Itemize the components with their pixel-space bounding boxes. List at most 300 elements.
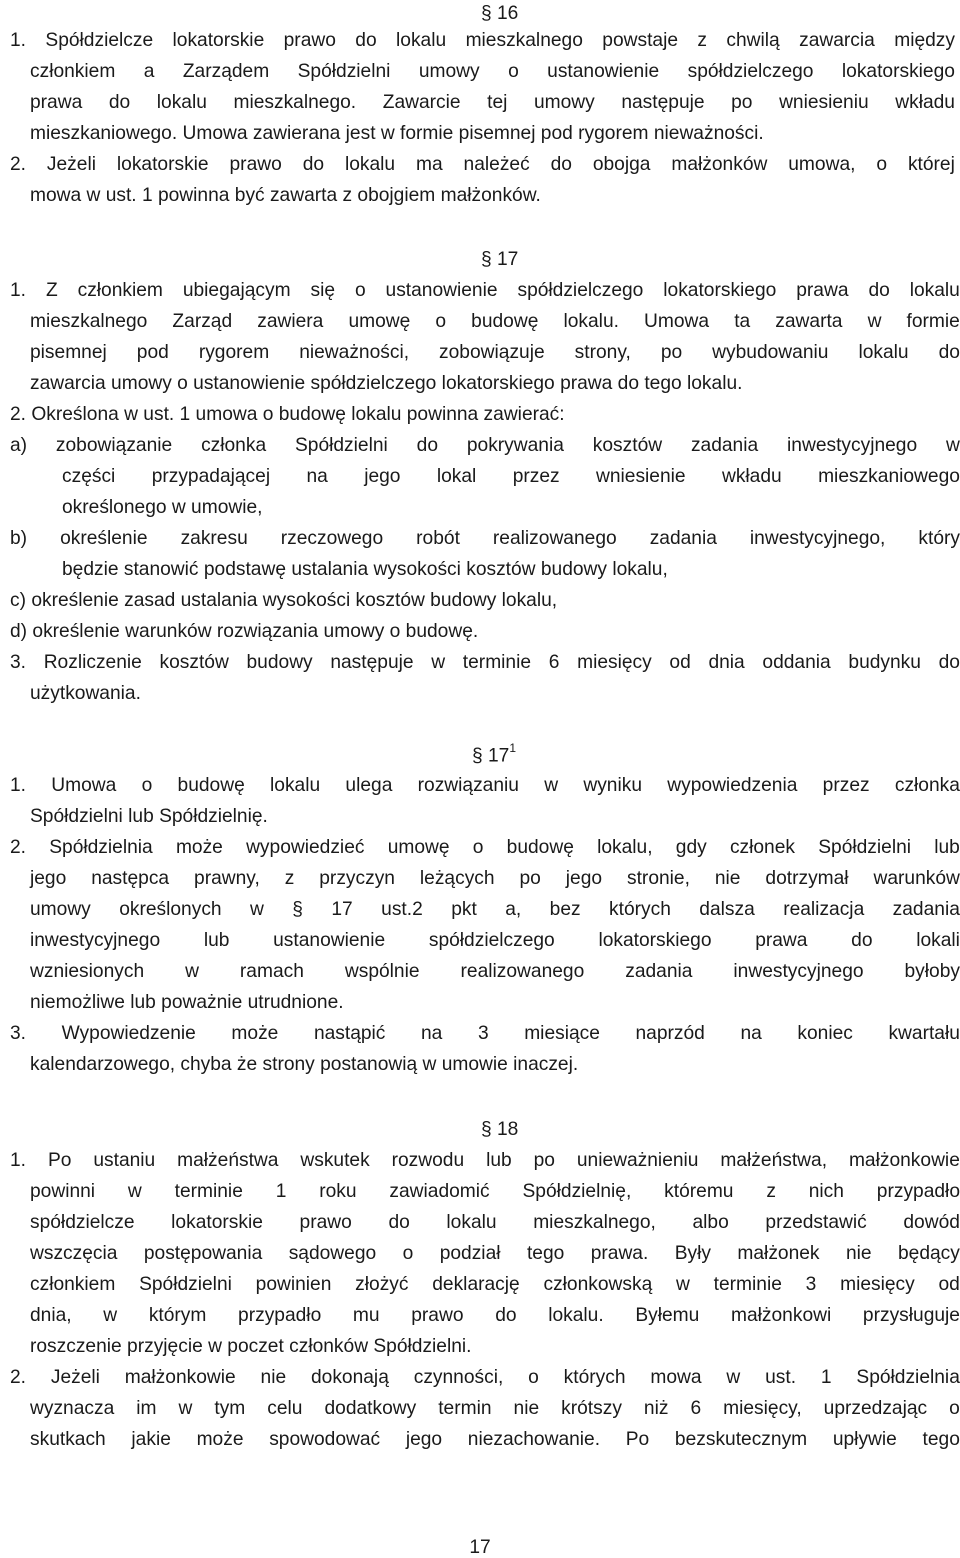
word: miesięcy — [577, 652, 652, 673]
paragraph-line: użytkowania. — [30, 683, 141, 704]
word: bezskutecznym — [674, 1429, 808, 1450]
word: 1. — [10, 280, 27, 301]
word: może — [231, 1023, 279, 1044]
word: budynku — [848, 652, 921, 673]
word: członkiem — [30, 61, 116, 82]
word: określonych — [119, 899, 222, 920]
word: małżonkowi — [731, 1305, 832, 1326]
word: przez — [512, 466, 560, 487]
word: kwartału — [888, 1023, 960, 1044]
word: gdy — [675, 837, 707, 858]
word: b) — [10, 528, 28, 549]
word: nie — [260, 1367, 287, 1388]
word: członkiem — [77, 280, 163, 301]
word: mowa — [650, 1367, 702, 1388]
word: ma — [415, 154, 443, 175]
word: wkładu — [721, 466, 782, 487]
word: spółdzielcze — [30, 1212, 135, 1233]
word: prawa. — [590, 1243, 649, 1264]
word: lokalu — [156, 92, 207, 113]
word: 1. — [10, 775, 27, 796]
word: od — [669, 652, 691, 673]
word: o — [402, 1243, 414, 1264]
word: podział — [439, 1243, 501, 1264]
word: 17 — [331, 899, 353, 920]
word: lokalu. — [563, 311, 619, 332]
word: § — [292, 899, 303, 920]
section-heading: § $17^1$ — [472, 741, 517, 767]
word: o — [141, 775, 153, 796]
word: do — [495, 1305, 517, 1326]
word: ulega — [345, 775, 393, 796]
word: zobowiązanie — [55, 435, 173, 456]
word: przypadającej — [151, 466, 271, 487]
word: mieszkalnego. — [233, 92, 357, 113]
word: robót — [416, 528, 460, 549]
word: zakresu — [180, 528, 248, 549]
word: celu — [267, 1398, 303, 1419]
word: kosztów — [592, 435, 663, 456]
word: budowę — [177, 775, 245, 796]
paragraph-line — [30, 931, 960, 950]
word: który — [918, 528, 960, 549]
paragraph-line — [30, 962, 960, 981]
paragraph-line — [30, 1182, 960, 1201]
word: w — [103, 1305, 118, 1326]
word: w — [867, 311, 882, 332]
word: 3 — [477, 1023, 489, 1044]
paragraph-line: mowa w ust. 1 powinna być zawarta z obojgiem małżonków. — [30, 185, 541, 206]
word: do — [108, 92, 131, 113]
word: należeć — [463, 154, 530, 175]
word: mieszkalnego — [465, 30, 583, 51]
word: prawo — [411, 1305, 464, 1326]
paragraph-line: będzie stanowić podstawę ustalania wysokości kosztów budowy lokalu, — [62, 559, 668, 580]
word: nie — [845, 1243, 872, 1264]
section-heading: § 17 — [481, 249, 519, 270]
word: określenie — [60, 528, 148, 549]
word: wkładu — [895, 92, 955, 113]
paragraph-line: kalendarzowego, chyba że strony postanowią w umowie inaczej. — [30, 1054, 579, 1075]
word: do — [388, 1212, 410, 1233]
paragraph-line: 2. Określona w ust. 1 umowa o budowę lokalu powinna zawierać: — [10, 404, 565, 425]
paragraph-line: niemożliwe lub poważnie utrudnione. — [30, 992, 344, 1013]
word: lokalu — [396, 30, 447, 51]
word: a, — [505, 899, 522, 920]
word: dokonają — [310, 1367, 389, 1388]
word: wniesienie — [595, 466, 686, 487]
word: spółdzielczego — [428, 930, 555, 951]
word: wypowiedzieć — [246, 837, 365, 858]
word: a) — [10, 435, 28, 456]
word: nie — [513, 1398, 540, 1419]
word: lokalu. — [548, 1305, 604, 1326]
word: małżonek — [737, 1243, 820, 1264]
word: skutkach — [30, 1429, 106, 1450]
word: następuje — [621, 92, 705, 113]
word: prawo — [229, 154, 282, 175]
word: w — [544, 775, 559, 796]
word: w — [127, 1181, 142, 1202]
word: Po — [625, 1429, 650, 1450]
word: małżonkowie — [124, 1367, 236, 1388]
word: terminie — [713, 1274, 782, 1295]
word: bez — [549, 899, 581, 920]
paragraph-line — [10, 529, 960, 548]
word: postępowania — [143, 1243, 263, 1264]
word: o — [508, 61, 519, 82]
word: przysługuje — [862, 1305, 960, 1326]
word: Umowa — [644, 311, 710, 332]
word: albo — [692, 1212, 729, 1233]
word: ustanowienie — [273, 930, 386, 951]
word: lokalu — [446, 1212, 497, 1233]
word: w — [946, 435, 960, 456]
paragraph-line — [10, 1024, 960, 1043]
paragraph-line — [10, 281, 960, 300]
word: do — [868, 280, 890, 301]
word: nich — [808, 1181, 844, 1202]
word: 3. — [10, 652, 27, 673]
word: zadania — [892, 899, 960, 920]
word: do — [550, 154, 572, 175]
word: ustanowienie — [547, 61, 660, 82]
word: im — [136, 1398, 157, 1419]
word: Zarządem — [182, 61, 270, 82]
word: pkt — [451, 899, 477, 920]
word: ust.2 — [381, 899, 423, 920]
word: ta — [734, 311, 751, 332]
word: któremu — [664, 1181, 734, 1202]
word: prawo — [283, 30, 336, 51]
word: jego — [30, 868, 67, 889]
word: o — [528, 1367, 539, 1388]
paragraph-line — [10, 653, 960, 672]
word: niezachowanie. — [467, 1429, 601, 1450]
paragraph-line — [30, 1213, 960, 1232]
word: umowy — [533, 92, 595, 113]
word: lokalu, — [597, 837, 653, 858]
word: lokal — [436, 466, 477, 487]
word: lokatorskie — [172, 30, 265, 51]
word: w — [726, 1367, 741, 1388]
word: lokatorskiego — [598, 930, 712, 951]
word: wniesieniu — [779, 92, 869, 113]
word: inwestycyjnego — [733, 961, 864, 982]
paragraph-line — [10, 155, 955, 174]
word: prawa — [796, 280, 849, 301]
word: prawa — [755, 930, 808, 951]
word: o — [354, 280, 366, 301]
word: wskutek — [300, 1150, 370, 1171]
word: terminie — [174, 1181, 243, 1202]
word: uprzedzając — [823, 1398, 928, 1419]
word: może — [175, 837, 223, 858]
word: realizacja — [783, 899, 865, 920]
word: zobowiązuje — [439, 342, 545, 363]
word: Spółdzielni — [818, 837, 912, 858]
word: pokrywania — [466, 435, 564, 456]
word: lokalu — [270, 775, 321, 796]
paragraph-line — [30, 1244, 960, 1263]
word: wspólnie — [344, 961, 420, 982]
word: tym — [214, 1398, 246, 1419]
word: przedstawić — [765, 1212, 867, 1233]
word: Spółdzielnia — [49, 837, 153, 858]
word: na — [421, 1023, 443, 1044]
paragraph-line — [10, 838, 960, 857]
word: którym — [148, 1305, 207, 1326]
paragraph-line — [30, 343, 960, 362]
word: których — [609, 899, 671, 920]
word: z — [766, 1181, 776, 1202]
paragraph-line — [30, 900, 960, 919]
word: przypadło — [238, 1305, 322, 1326]
word: 3. — [10, 1023, 27, 1044]
paragraph-line — [10, 776, 960, 795]
word: Jeżeli — [50, 1367, 100, 1388]
paragraph-line: mieszkaniowego. Umowa zawierana jest w formie pisemnej pod rygorem nieważności. — [30, 123, 764, 144]
word: miesiące — [524, 1023, 600, 1044]
word: Spółdzielni — [297, 61, 391, 82]
word: złożyć — [355, 1274, 409, 1295]
word: rzeczowego — [280, 528, 384, 549]
word: dnia — [708, 652, 745, 673]
word: powinien — [255, 1274, 332, 1295]
word: tego — [922, 1429, 960, 1450]
word: mu — [352, 1305, 380, 1326]
word: zawiera — [257, 311, 324, 332]
paragraph-line: określonego w umowie, — [62, 497, 263, 518]
word: miesięcy — [840, 1274, 915, 1295]
word: byłoby — [904, 961, 960, 982]
paragraph-line: zawarcia umowy o ustanowienie spółdzielczego lokatorskiego prawa do tego lokalu. — [30, 373, 743, 394]
word: do — [851, 930, 873, 951]
word: prawo — [299, 1212, 352, 1233]
word: sądowego — [288, 1243, 377, 1264]
word: małżeństwa, — [720, 1150, 828, 1171]
paragraph-line — [10, 1151, 960, 1170]
word: niż — [643, 1398, 669, 1419]
word: rozwiązaniu — [417, 775, 519, 796]
paragraph-line: d) określenie warunków rozwiązania umowy o budowę. — [10, 621, 479, 642]
paragraph-line — [10, 31, 955, 50]
word: prawny, — [194, 868, 260, 889]
word: członkowską — [543, 1274, 653, 1295]
word: ubiegającym — [182, 280, 291, 301]
section-heading: § 16 — [481, 3, 519, 24]
word: mieszkalnego, — [533, 1212, 656, 1233]
word: ust. — [765, 1367, 797, 1388]
word: się — [310, 280, 336, 301]
word: lokatorskie — [116, 154, 209, 175]
word: inwestycyjnego — [30, 930, 161, 951]
word: wybudowaniu — [712, 342, 829, 363]
word: umowy — [418, 61, 480, 82]
word: strony, — [574, 342, 631, 363]
word: koniec — [797, 1023, 853, 1044]
word: 1. — [10, 1150, 27, 1171]
word: nastąpić — [313, 1023, 386, 1044]
word: Umowa — [51, 775, 117, 796]
word: jego — [405, 1429, 443, 1450]
word: na — [306, 466, 328, 487]
word: członkiem — [30, 1274, 116, 1295]
paragraph-line: Spółdzielni lub Spółdzielnię. — [30, 806, 268, 827]
word: członek — [729, 837, 795, 858]
word: mieszkaniowego — [818, 466, 960, 487]
word: wyniku — [583, 775, 643, 796]
paragraph-line — [30, 1399, 960, 1418]
word: 1. — [10, 30, 27, 51]
word: wzniesionych — [30, 961, 145, 982]
paragraph-line — [30, 1306, 960, 1325]
word: tego — [526, 1243, 565, 1264]
word: naprzód — [635, 1023, 705, 1044]
word: przez — [822, 775, 870, 796]
word: lub — [486, 1150, 512, 1171]
word: w — [250, 899, 264, 920]
word: 2. — [10, 1367, 27, 1388]
word: ustanowienie — [385, 280, 498, 301]
word: po — [533, 1150, 555, 1171]
word: prawa — [30, 92, 83, 113]
word: umowa, — [788, 154, 856, 175]
word: małżonków — [671, 154, 768, 175]
word: Byłemu — [635, 1305, 700, 1326]
word: termin — [438, 1398, 492, 1419]
word: Spółdzielnia — [856, 1367, 960, 1388]
word: których — [563, 1367, 626, 1388]
word: umowę — [387, 837, 450, 858]
word: na — [740, 1023, 762, 1044]
word: Zarząd — [172, 311, 233, 332]
paragraph-line — [30, 869, 960, 888]
word: Wypowiedzenie — [61, 1023, 196, 1044]
word: będący — [897, 1243, 960, 1264]
word: Spółdzielni — [294, 435, 388, 456]
word: dotrzymał — [765, 868, 849, 889]
word: realizowanego — [492, 528, 617, 549]
word: o — [435, 311, 447, 332]
word: o — [876, 154, 888, 175]
word: w — [431, 652, 446, 673]
word: zawarcia — [799, 30, 875, 51]
word: do — [416, 435, 438, 456]
word: lub — [203, 930, 230, 951]
word: 6 — [548, 652, 560, 673]
word: a — [143, 61, 155, 82]
word: w — [178, 1398, 193, 1419]
word: 6 — [690, 1398, 702, 1419]
word: powstaje — [602, 30, 679, 51]
word: pod — [136, 342, 169, 363]
word: wyznacza — [30, 1398, 115, 1419]
word: przypadło — [876, 1181, 960, 1202]
word: Rozliczenie — [43, 652, 142, 673]
word: umowę — [348, 311, 411, 332]
word: o — [472, 837, 484, 858]
word: lokatorskiego — [841, 61, 955, 82]
word: rygorem — [198, 342, 270, 363]
word: dodatkowy — [324, 1398, 417, 1419]
word: tej — [487, 92, 508, 113]
word: jego — [364, 466, 401, 487]
word: w — [676, 1274, 690, 1295]
word: formie — [906, 311, 960, 332]
word: Po — [47, 1150, 72, 1171]
word: lokali — [916, 930, 960, 951]
word: następuje — [330, 652, 414, 673]
paragraph-line — [30, 1430, 960, 1449]
word: lokalu — [909, 280, 960, 301]
paragraph-line — [30, 62, 955, 81]
word: ustaniu — [93, 1150, 156, 1171]
word: zawarta — [775, 311, 843, 332]
word: wszczęcia — [30, 1243, 118, 1264]
word: umowy — [30, 899, 91, 920]
word: mieszkalnego — [30, 311, 148, 332]
word: z — [284, 868, 295, 889]
word: od — [938, 1274, 960, 1295]
word: jakie — [131, 1429, 171, 1450]
word: lokatorskie — [171, 1212, 263, 1233]
word: upływie — [832, 1429, 897, 1450]
word: członka — [894, 775, 960, 796]
word: oddania — [762, 652, 831, 673]
word: w — [185, 961, 199, 982]
word: stronie, — [627, 868, 690, 889]
word: zadania — [649, 528, 717, 549]
word: członka — [201, 435, 267, 456]
word: Spółdzielni — [139, 1274, 232, 1295]
word: obojga — [592, 154, 651, 175]
paragraph-line — [10, 1368, 960, 1387]
word: 2. — [10, 837, 27, 858]
word: leżących — [419, 868, 495, 889]
word: lokalu — [858, 342, 909, 363]
word: lub — [934, 837, 960, 858]
paragraph-line — [30, 1275, 960, 1294]
paragraph-line — [30, 312, 960, 331]
word: warunków — [873, 868, 960, 889]
word: Z — [45, 280, 58, 301]
word: z — [697, 30, 707, 51]
word: między — [894, 30, 955, 51]
word: lokatorskiego — [663, 280, 777, 301]
paragraph-line: c) określenie zasad ustalania wysokości kosztów budowy lokalu, — [10, 590, 558, 611]
word: powinni — [30, 1181, 96, 1202]
word: kosztów — [159, 652, 229, 673]
page-number: 17 — [469, 1537, 491, 1558]
word: spółdzielczego — [517, 280, 644, 301]
section-heading-superscript: 1 — [509, 741, 517, 755]
word: przyczyn — [319, 868, 395, 889]
word: następca — [91, 868, 170, 889]
word: wypowiedzenia — [667, 775, 798, 796]
word: małżeństwa — [177, 1150, 279, 1171]
word: miesięcy, — [723, 1398, 802, 1419]
word: budowę — [471, 311, 539, 332]
word: po — [519, 868, 541, 889]
word: budowy — [246, 652, 313, 673]
word: inwestycyjnego — [787, 435, 918, 456]
word: spowodować — [269, 1429, 381, 1450]
word: o — [949, 1398, 960, 1419]
word: dalsza — [699, 899, 755, 920]
word: do — [938, 652, 960, 673]
word: spółdzielczego — [687, 61, 814, 82]
